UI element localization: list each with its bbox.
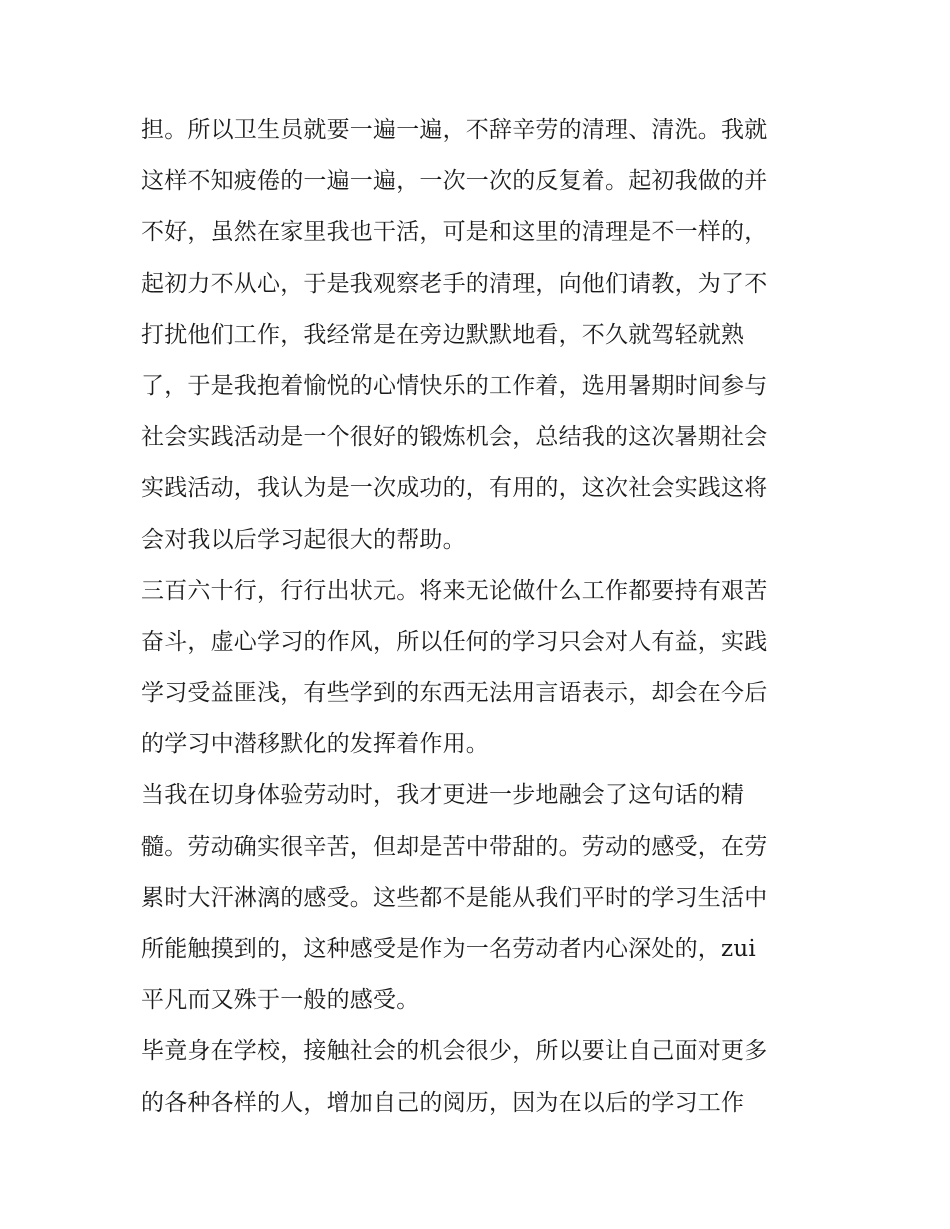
- text-line: 的各种各样的人，增加自己的阅历，因为在以后的学习工作: [141, 1089, 745, 1116]
- text-line: 会对我以后学习起很大的帮助。: [141, 526, 466, 553]
- text-line: 毕竟身在学校，接触社会的机会很少，所以要让自己面对更多: [141, 1038, 768, 1065]
- text-line: 社会实践活动是一个很好的锻炼机会，总结我的这次暑期社会: [141, 424, 768, 451]
- text-line: 奋斗，虚心学习的作风，所以任何的学习只会对人有益，实践: [141, 628, 768, 655]
- text-line: 平凡而又殊于一般的感受。: [141, 987, 420, 1014]
- text-line: 了，于是我抱着愉悦的心情快乐的工作着，选用暑期时间参与: [141, 372, 768, 399]
- text-line: 学习受益匪浅，有些学到的东西无法用言语表示，却会在今后: [141, 680, 768, 707]
- text-line: 不好，虽然在家里我也干活，可是和这里的清理是不一样的，: [141, 219, 768, 246]
- text-line: 累时大汗淋漓的感受。这些都不是能从我们平时的学习生活中: [141, 884, 768, 911]
- text-line: 担。所以卫生员就要一遍一遍，不辞辛劳的清理、清洗。我就: [141, 117, 768, 143]
- document-body: [141, 105, 821, 1129]
- text-line: 实践活动，我认为是一次成功的，有用的，这次社会实践这将: [141, 475, 768, 502]
- text-line: 起初力不从心，于是我观察老手的清理，向他们请教，为了不: [141, 270, 768, 297]
- text-line: 髓。劳动确实很辛苦，但却是苦中带甜的。劳动的感受，在劳: [141, 833, 768, 860]
- text-line: 所能触摸到的，这种感受是作为一名劳动者内心深处的，zui: [141, 936, 756, 962]
- text-line: 当我在切身体验劳动时，我才更进一步地融会了这句话的精: [141, 782, 745, 809]
- text-line: 的学习中潜移默化的发挥着作用。: [141, 731, 489, 758]
- text-line: 打扰他们工作，我经常是在旁边默默地看，不久就驾轻就熟: [141, 321, 745, 348]
- text-line: 三百六十行，行行出状元。将来无论做什么工作都要持有艰苦: [141, 577, 768, 604]
- text-line: 这样不知疲倦的一遍一遍，一次一次的反复着。起初我做的并: [141, 168, 768, 195]
